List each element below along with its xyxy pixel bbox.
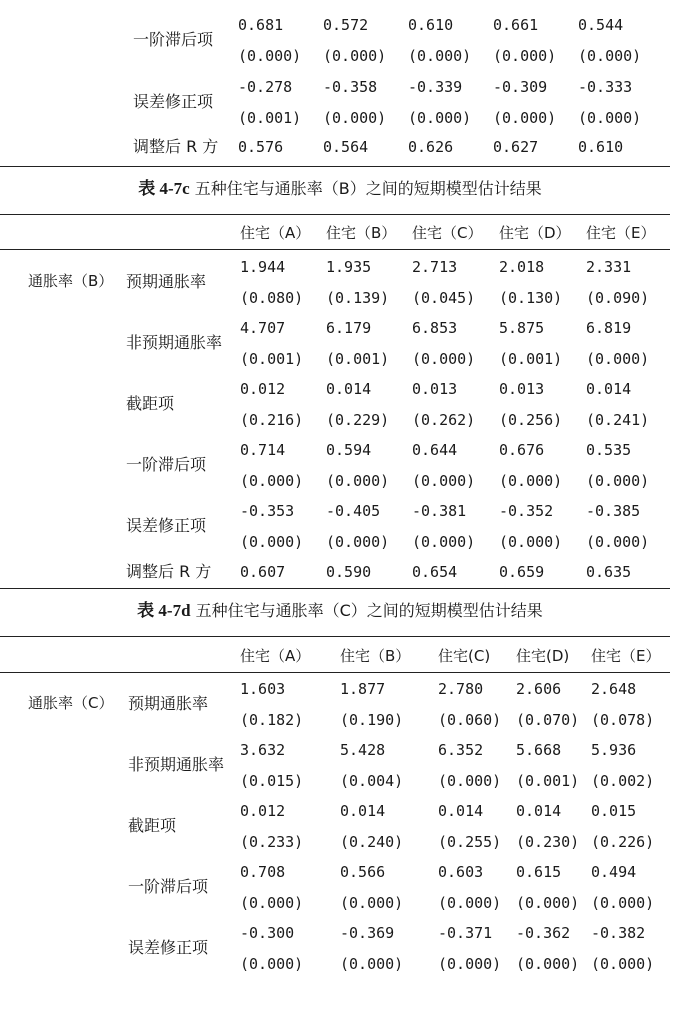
column-header: 住宅（A） [240,224,311,242]
coef-cell: 0.594 [326,441,372,459]
pvalue-cell: (0.000) [240,894,304,912]
column-header: 住宅（E） [591,647,661,665]
pvalue-cell: (0.190) [340,711,404,729]
pvalue-cell: (0.000) [493,109,557,127]
pvalue-cell: (0.000) [408,47,472,65]
pvalue-cell: (0.000) [493,47,557,65]
coef-cell: 0.014 [340,802,386,820]
table-rule [0,588,670,589]
pvalue-cell: (0.000) [326,533,390,551]
column-header: 住宅(C) [438,647,491,665]
coef-cell: -0.300 [240,924,295,942]
coef-cell: -0.362 [516,924,571,942]
adj-r2-cell: 0.590 [326,563,372,581]
row-label: 一阶滞后项 [133,30,214,49]
column-header: 住宅（C） [412,224,483,242]
pvalue-cell: (0.000) [323,47,387,65]
coef-cell: -0.333 [578,78,633,96]
coef-cell: 0.566 [340,863,386,881]
coef-cell: -0.353 [240,502,295,520]
coef-cell: -0.309 [493,78,548,96]
row-label: 截距项 [128,816,177,835]
pvalue-cell: (0.000) [238,47,302,65]
pvalue-cell: (0.070) [516,711,580,729]
coef-cell: -0.382 [591,924,646,942]
column-header: 住宅（B） [340,647,411,665]
pvalue-cell: (0.256) [499,411,563,429]
coef-cell: 1.603 [240,680,286,698]
adj-r2-cell: 0.626 [408,138,454,156]
row-label: 预期通胀率 [128,694,209,713]
coef-cell: -0.358 [323,78,378,96]
pvalue-cell: (0.001) [240,350,304,368]
pvalue-cell: (0.001) [516,772,580,790]
coef-cell: 0.644 [412,441,458,459]
adj-r2-cell: 0.607 [240,563,286,581]
coef-cell: 1.877 [340,680,386,698]
pvalue-cell: (0.001) [238,109,302,127]
coef-cell: 0.681 [238,16,284,34]
coef-cell: 5.936 [591,741,637,759]
coef-cell: -0.371 [438,924,493,942]
pvalue-cell: (0.000) [586,350,650,368]
adj-r2-cell: 0.564 [323,138,369,156]
coef-cell: 6.853 [412,319,458,337]
coef-cell: -0.369 [340,924,395,942]
pvalue-cell: (0.139) [326,289,390,307]
coef-cell: 0.015 [591,802,637,820]
pvalue-cell: (0.000) [340,894,404,912]
coef-cell: 0.610 [408,16,454,34]
pvalue-cell: (0.229) [326,411,390,429]
pvalue-cell: (0.004) [340,772,404,790]
table-rule [0,636,670,637]
pvalue-cell: (0.000) [323,109,387,127]
pvalue-cell: (0.226) [591,833,655,851]
row-label: 误差修正项 [126,516,207,535]
adj-r2-cell: 0.654 [412,563,458,581]
caption-text: 五种住宅与通胀率（B）之间的短期模型估计结果 [189,179,542,198]
coef-cell: 0.494 [591,863,637,881]
adj-r2-cell: 0.659 [499,563,545,581]
adj-r2-label: 调整后 R 方 [133,137,219,156]
group-label: 通胀率（C） [28,694,114,712]
caption-text: 五种住宅与通胀率（C）之间的短期模型估计结果 [190,601,543,620]
coef-cell: 5.668 [516,741,562,759]
pvalue-cell: (0.090) [586,289,650,307]
pvalue-cell: (0.130) [499,289,563,307]
coef-cell: 1.944 [240,258,286,276]
pvalue-cell: (0.000) [499,472,563,490]
caption-number: 表 4-7d [137,601,191,620]
column-header: 住宅（E） [586,224,656,242]
row-label: 一阶滞后项 [128,877,209,896]
table-rule [0,249,670,250]
pvalue-cell: (0.230) [516,833,580,851]
table-caption-c [0,176,680,202]
pvalue-cell: (0.255) [438,833,502,851]
column-header: 住宅（B） [326,224,397,242]
coef-cell: 0.615 [516,863,562,881]
pvalue-cell: (0.001) [499,350,563,368]
pvalue-cell: (0.240) [340,833,404,851]
pvalue-cell: (0.216) [240,411,304,429]
pvalue-cell: (0.000) [586,533,650,551]
pvalue-cell: (0.000) [578,47,642,65]
pvalue-cell: (0.060) [438,711,502,729]
pvalue-cell: (0.262) [412,411,476,429]
coef-cell: -0.352 [499,502,554,520]
adj-r2-cell: 0.635 [586,563,632,581]
group-label: 通胀率（B） [28,272,114,290]
pvalue-cell: (0.000) [578,109,642,127]
pvalue-cell: (0.241) [586,411,650,429]
pvalue-cell: (0.000) [591,894,655,912]
coef-cell: 0.014 [516,802,562,820]
coef-cell: 6.352 [438,741,484,759]
column-header: 住宅（A） [240,647,311,665]
table-rule [0,672,670,673]
coef-cell: 0.013 [499,380,545,398]
row-label: 非预期通胀率 [126,333,223,352]
coef-cell: 2.018 [499,258,545,276]
pvalue-cell: (0.000) [499,533,563,551]
pvalue-cell: (0.000) [591,955,655,973]
coef-cell: 6.819 [586,319,632,337]
pvalue-cell: (0.000) [438,955,502,973]
coef-cell: 1.935 [326,258,372,276]
row-label: 预期通胀率 [126,272,207,291]
pvalue-cell: (0.000) [586,472,650,490]
coef-cell: 2.713 [412,258,458,276]
coef-cell: 0.572 [323,16,369,34]
pvalue-cell: (0.000) [412,533,476,551]
adj-r2-label: 调整后 R 方 [126,562,212,581]
coef-cell: -0.405 [326,502,381,520]
coef-cell: 0.014 [438,802,484,820]
adj-r2-cell: 0.576 [238,138,284,156]
coef-cell: 0.012 [240,802,286,820]
pvalue-cell: (0.002) [591,772,655,790]
coef-cell: 2.331 [586,258,632,276]
pvalue-cell: (0.182) [240,711,304,729]
row-label: 一阶滞后项 [126,455,207,474]
coef-cell: 0.661 [493,16,539,34]
column-header: 住宅(D) [516,647,570,665]
coef-cell: 0.603 [438,863,484,881]
pvalue-cell: (0.000) [240,533,304,551]
pvalue-cell: (0.000) [240,955,304,973]
coef-cell: 0.708 [240,863,286,881]
pvalue-cell: (0.233) [240,833,304,851]
pvalue-cell: (0.000) [438,772,502,790]
coef-cell: 0.014 [586,380,632,398]
coef-cell: 2.606 [516,680,562,698]
coef-cell: 6.179 [326,319,372,337]
row-label: 截距项 [126,394,175,413]
pvalue-cell: (0.000) [408,109,472,127]
pvalue-cell: (0.001) [326,350,390,368]
row-label: 误差修正项 [128,938,209,957]
coef-cell: 0.544 [578,16,624,34]
coef-cell: -0.381 [412,502,467,520]
coef-cell: -0.278 [238,78,293,96]
caption-number: 表 4-7c [138,179,190,198]
pvalue-cell: (0.000) [412,472,476,490]
coef-cell: 0.714 [240,441,286,459]
adj-r2-cell: 0.610 [578,138,624,156]
coef-cell: 0.013 [412,380,458,398]
column-header: 住宅（D） [499,224,571,242]
coef-cell: 2.648 [591,680,637,698]
pvalue-cell: (0.000) [326,472,390,490]
pvalue-cell: (0.045) [412,289,476,307]
coef-cell: 0.014 [326,380,372,398]
coef-cell: 3.632 [240,741,286,759]
row-label: 误差修正项 [133,92,214,111]
pvalue-cell: (0.000) [340,955,404,973]
coef-cell: 4.707 [240,319,286,337]
row-label: 非预期通胀率 [128,755,225,774]
coef-cell: -0.339 [408,78,463,96]
pvalue-cell: (0.080) [240,289,304,307]
coef-cell: 5.875 [499,319,545,337]
coef-cell: 0.535 [586,441,632,459]
adj-r2-cell: 0.627 [493,138,539,156]
pvalue-cell: (0.000) [412,350,476,368]
pvalue-cell: (0.000) [240,472,304,490]
table-caption-d [0,598,680,624]
pvalue-cell: (0.078) [591,711,655,729]
pvalue-cell: (0.000) [516,894,580,912]
coef-cell: 5.428 [340,741,386,759]
pvalue-cell: (0.015) [240,772,304,790]
table-rule [0,214,670,215]
coef-cell: 0.012 [240,380,286,398]
coef-cell: 0.676 [499,441,545,459]
coef-cell: -0.385 [586,502,641,520]
pvalue-cell: (0.000) [438,894,502,912]
table-rule [0,166,670,167]
pvalue-cell: (0.000) [516,955,580,973]
coef-cell: 2.780 [438,680,484,698]
